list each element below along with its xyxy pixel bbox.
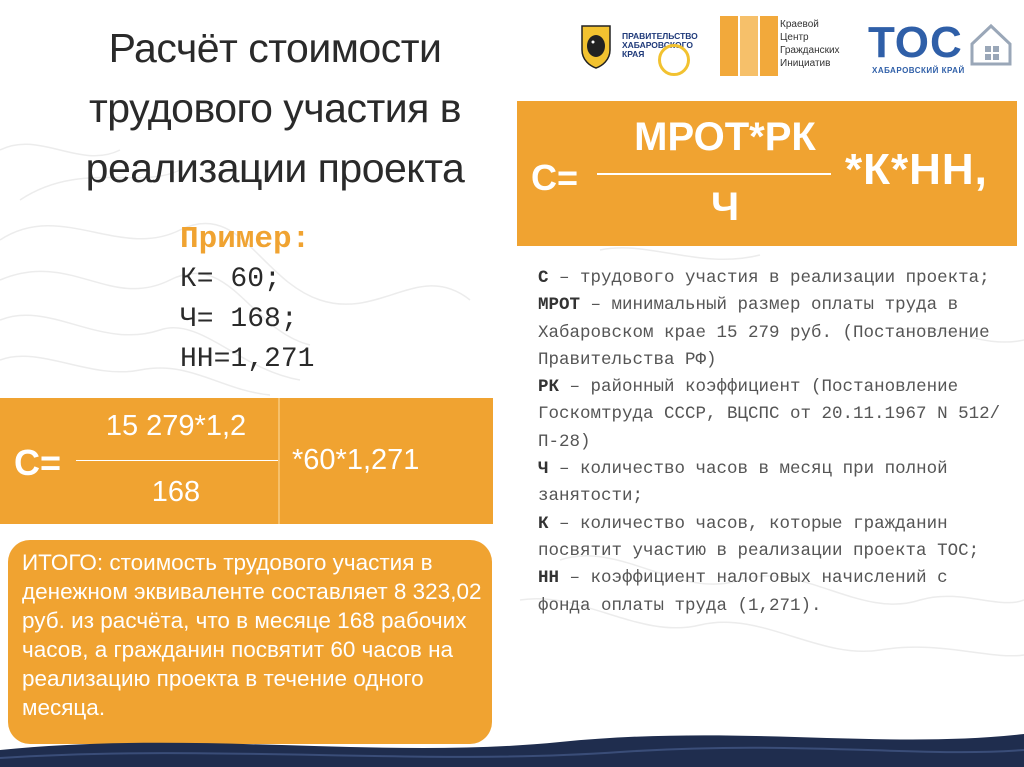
civic-center-text: Краевой Центр Гражданских Инициатив [780, 19, 840, 69]
formula-lhs: С= [531, 157, 579, 198]
government-logo [570, 20, 720, 76]
tos-logo-subtitle: ХАБАРОВСКИЙ КРАЙ [872, 66, 965, 75]
formula-denominator: Ч [710, 185, 740, 229]
calculation-divider [278, 398, 280, 524]
civic-center-logo [718, 16, 848, 78]
definition-item [538, 511, 1008, 566]
calculation-box [0, 398, 493, 524]
definition-text: – трудового участия в реализации проекта; [548, 268, 990, 288]
definition-term: НН [538, 568, 560, 589]
logos-bar [570, 16, 1020, 78]
government-logo-text: ПРАВИТЕЛЬСТВО ХАБАРОВСКОГО КРАЯ [622, 31, 698, 59]
calculation-rest: *60*1,271 [292, 444, 420, 476]
bottom-wave-decoration [0, 720, 1024, 767]
government-logo-circle [658, 44, 690, 76]
example-k: К= 60; [180, 264, 281, 295]
title-line-3: реализации проекта [85, 145, 465, 191]
calculation-numerator: 15 279*1,2 [105, 410, 247, 442]
definitions-list [538, 265, 1008, 620]
total-box [8, 540, 492, 744]
definition-term: РК [538, 377, 560, 398]
calculation-lhs: С= [14, 442, 62, 483]
definition-term: МРОТ [538, 295, 581, 316]
example-ch: Ч= 168; [180, 304, 298, 335]
formula-fraction-line [597, 173, 831, 175]
definition-term: Ч [538, 459, 549, 480]
example-block [180, 220, 314, 380]
house-icon [966, 22, 1016, 66]
example-heading: Пример: [180, 222, 311, 257]
definition-item [538, 456, 1008, 511]
tos-logo-text: ТОС [868, 18, 963, 67]
tos-logo [866, 18, 1018, 76]
definition-term: С [538, 268, 549, 288]
title-line-2: трудового участия в [88, 85, 462, 131]
formula-numerator: МРОТ*РК [634, 115, 816, 159]
page-title [40, 18, 510, 198]
calculation-fraction-line [76, 460, 278, 461]
title-line-1: Расчёт стоимости [108, 25, 442, 71]
definition-text: – коэффициент налоговых начислений с фонда оплаты труда (1,271). [538, 568, 948, 616]
civic-center-bars-icon [718, 16, 778, 76]
definition-item [538, 565, 1008, 620]
definition-text: – количество часов, которые гражданин посвятит участию в реализации проекта ТОС; [538, 513, 980, 561]
example-nn: НН=1,271 [180, 344, 315, 375]
calculation-denominator: 168 [151, 476, 201, 508]
coat-of-arms-icon [578, 22, 614, 70]
definition-text: – минимальный размер оплаты труда в Хабаровском крае 15 279 руб. (Постановление Правительства РФ) [538, 295, 990, 370]
definition-text: – районный коэффициент (Постановление Госкомтруда СССР, ВЦСПС от 20.11.1967 N 512/П-28) [538, 377, 1001, 452]
definition-text: – количество часов в месяц при полной занятости; [538, 459, 948, 507]
formula-box [517, 101, 1017, 246]
definition-item [538, 292, 1008, 374]
formula-rest: *К*НН, [845, 145, 988, 194]
total-text: ИТОГО: стоимость трудового участия в денежном эквиваленте составляет 8 323,02 руб. из расчёта, что в месяце 168 рабочих часов, а гражданин посвятит 60 часов на реализацию проекта в течение одного месяца. [22, 550, 482, 720]
definition-item [538, 374, 1008, 456]
definition-term: К [538, 513, 549, 534]
definition-item [538, 265, 1008, 292]
